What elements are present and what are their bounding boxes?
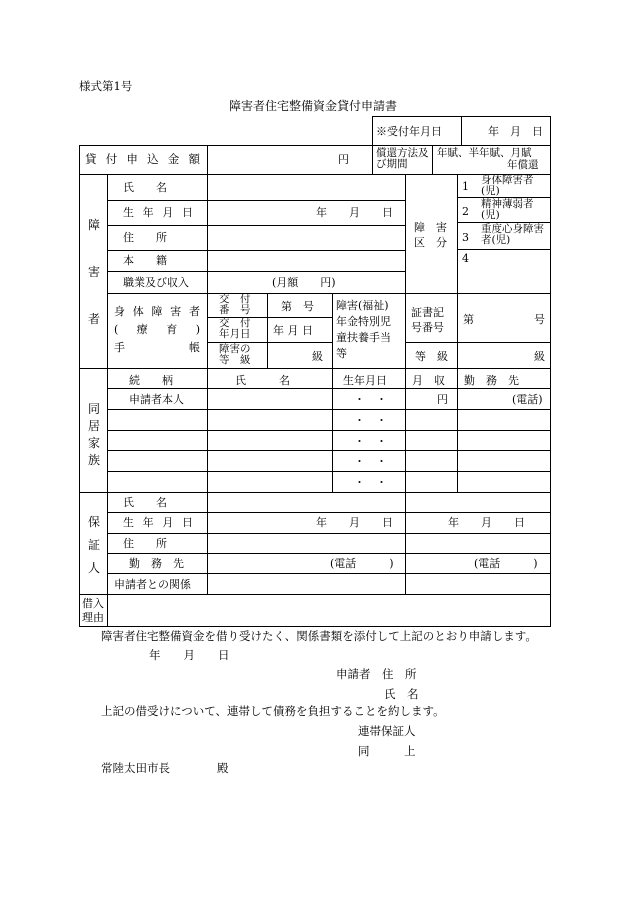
guarantee-statement: 上記の借受けについて、連帯して債務を負担することを約します。	[101, 704, 445, 718]
issue-no-label: 番 号	[219, 304, 251, 316]
cert-value: 第	[463, 313, 474, 326]
guarantor-relation-label: 申請者との関係	[114, 578, 191, 591]
applicant-section-char: 障	[88, 218, 101, 232]
disability-class-label: 障 害	[414, 221, 447, 234]
pension-label: 障害(福祉)	[336, 299, 389, 312]
applicant-dob-value: 年 月 日	[316, 206, 393, 219]
repayment-method-value-2: 年償還	[507, 159, 539, 171]
loan-unit: 円	[338, 153, 349, 166]
handbook-label-1: 身 体 障 害 者	[114, 305, 200, 318]
guarantor-phone-1: (電話 )	[330, 557, 394, 570]
guarantor-section-char: 保	[88, 515, 101, 529]
guarantor-dob-value-2: 年 月 日	[448, 516, 525, 529]
category-text: 重度心身障害者(児)	[481, 223, 544, 247]
category-no: 3	[462, 231, 469, 244]
category-text: 精神薄弱者(児)	[481, 198, 534, 222]
guarantor-address-label: 住 所	[123, 537, 167, 550]
family-row-dob: ・ ・	[354, 393, 387, 406]
issue-date-value: 年 月 日	[273, 324, 313, 337]
pension-label: 等	[336, 347, 347, 360]
issue-date-label: 年月日	[219, 328, 251, 340]
guarantor-name-label: 氏 名	[123, 496, 167, 509]
family-header-relation: 続 柄	[129, 374, 173, 387]
handbook-label-2: ( 療 育 )	[114, 323, 200, 336]
grade-value: 級	[312, 350, 323, 363]
repayment-method-value-1: 年賦、半年賦、月賦	[437, 147, 532, 159]
family-row-dob: ・ ・	[354, 476, 387, 489]
guarantor-sign-label: 連帯保証人	[358, 724, 416, 738]
issue-date-label: 交 付	[219, 317, 251, 329]
form-number: 様式第1号	[79, 79, 133, 93]
family-row-dob: ・ ・	[354, 414, 387, 427]
family-header-dob: 生年月日	[343, 374, 387, 387]
application-date: 年 月 日	[149, 648, 230, 662]
applicant-income-value: (月額 円)	[272, 276, 336, 289]
applicant-sign-name: 氏 名	[384, 687, 419, 701]
family-section-char: 族	[88, 453, 101, 467]
applicant-name-label: 氏 名	[123, 181, 167, 194]
disability-class-label: 区 分	[414, 236, 447, 249]
form-title: 障害者住宅整備資金貸付申請書	[229, 99, 398, 113]
pension-label: 童扶養手当	[336, 331, 391, 344]
family-row-dob: ・ ・	[354, 435, 387, 448]
grade-label: 等 級	[219, 354, 251, 366]
family-section-char: 家	[88, 436, 101, 450]
family-row-relation: 申請者本人	[129, 393, 184, 406]
receipt-date: 年 月 日	[488, 125, 543, 138]
cert-label: 号番号	[411, 321, 444, 334]
repayment-method-label: 償還方法及び期間	[376, 147, 429, 171]
family-row-dob: ・ ・	[354, 455, 387, 468]
reason-label: 借入	[82, 597, 104, 610]
cert-value: 号	[534, 313, 545, 326]
applicant-sign-address: 申請者 住 所	[336, 667, 417, 681]
family-section-char: 居	[88, 419, 101, 433]
guarantor-phone-2: (電話 )	[474, 557, 538, 570]
issue-no-label: 交 付	[219, 293, 251, 305]
grade-label: 障害の	[219, 343, 251, 355]
applicant-domicile-label: 本 籍	[123, 254, 167, 267]
family-row-income-unit: 円	[437, 393, 448, 406]
guarantor-dob-value-1: 年 月 日	[316, 516, 393, 529]
guarantor-sign-same: 同 上	[358, 744, 416, 758]
pension-label: 年金特別児	[336, 315, 391, 328]
addressee-honorific: 殿	[217, 761, 229, 775]
category-no: 1	[462, 180, 469, 193]
pension-grade-label: 等 級	[415, 350, 448, 363]
issue-no-value: 第 号	[281, 300, 314, 313]
addressee-name: 常陸太田市長	[101, 761, 170, 775]
handbook-label-3: 手 帳	[114, 341, 200, 354]
cert-label: 証書記	[411, 306, 444, 319]
family-header-name: 氏 名	[235, 374, 290, 387]
guarantor-section-char: 人	[88, 561, 101, 575]
family-row-phone: (電話)	[512, 393, 543, 406]
category-no: 2	[462, 205, 469, 218]
category-text: 身体障害者(児)	[481, 174, 534, 198]
family-section-char: 同	[88, 402, 101, 416]
applicant-occupation-label: 職業及び収入	[123, 276, 189, 289]
pension-grade-value: 級	[534, 350, 545, 363]
category-no: 4	[462, 252, 469, 265]
applicant-dob-label: 生 年 月 日	[123, 206, 193, 219]
loan-amount-label: 貸 付 申 込 金 額	[85, 152, 200, 166]
receipt-label: ※受付年月日	[376, 125, 442, 138]
guarantor-section-char: 証	[88, 538, 101, 552]
guarantor-dob-label: 生 年 月 日	[123, 516, 193, 529]
guarantor-work-label: 勤 務 先	[129, 557, 184, 570]
applicant-address-label: 住 所	[123, 231, 167, 244]
family-header-income: 月 収	[412, 374, 445, 387]
family-header-workplace: 勤 務 先	[464, 374, 519, 387]
application-statement: 障害者住宅整備資金を借り受けたく、関係書類を添付して上記のとおり申請します。	[101, 629, 537, 643]
reason-label: 理由	[82, 611, 104, 624]
applicant-section-char: 者	[88, 312, 101, 326]
applicant-section-char: 害	[88, 265, 101, 279]
